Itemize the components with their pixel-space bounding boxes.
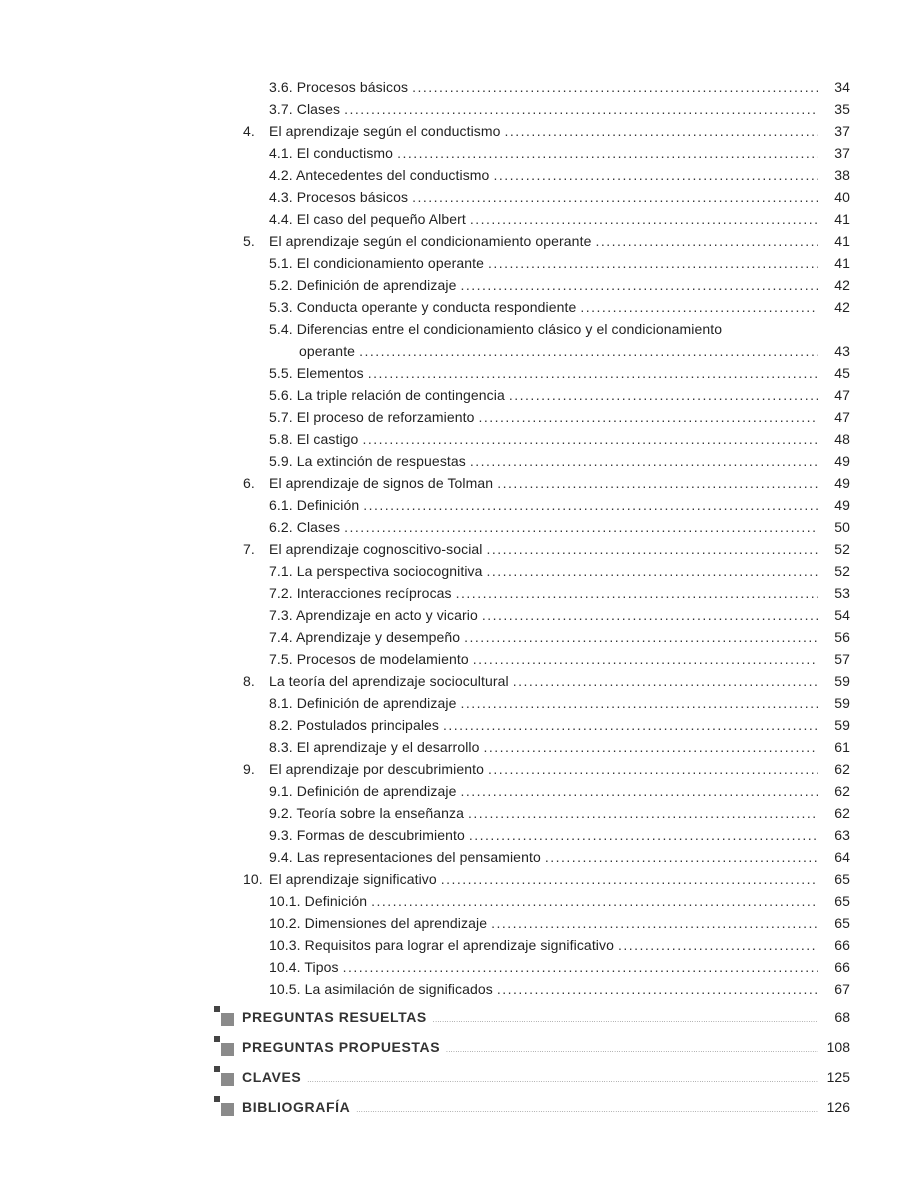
toc-chapter[interactable] bbox=[0, 670, 923, 692]
toc-page-number: 52 bbox=[834, 563, 850, 579]
dot-leader bbox=[488, 758, 818, 780]
toc-entry[interactable] bbox=[0, 824, 923, 846]
dot-leader bbox=[473, 648, 818, 670]
toc-section[interactable] bbox=[0, 1094, 923, 1124]
toc-entry[interactable] bbox=[0, 186, 923, 208]
toc-entry-title: 5.4. Diferencias entre el condicionamiento clásico y el condicionamiento bbox=[269, 321, 723, 337]
dot-leader bbox=[433, 1008, 818, 1034]
toc-section[interactable] bbox=[0, 1004, 923, 1034]
toc-page-number: 34 bbox=[834, 79, 850, 95]
toc-page-number: 41 bbox=[834, 233, 850, 249]
toc-chapter-number: 6. bbox=[243, 475, 255, 491]
square-bullet-icon bbox=[214, 1096, 234, 1116]
toc-chapter-number: 7. bbox=[243, 541, 255, 557]
toc-entry-title: 9.3. Formas de descubrimiento bbox=[269, 827, 465, 843]
toc-page-number: 48 bbox=[834, 431, 850, 447]
toc-entry[interactable] bbox=[0, 582, 923, 604]
toc-entry[interactable] bbox=[0, 978, 923, 1000]
toc-page-number: 57 bbox=[834, 651, 850, 667]
toc-entry-title: 9.1. Definición de aprendizaje bbox=[269, 783, 457, 799]
toc-page-number: 62 bbox=[834, 805, 850, 821]
toc-page-number: 37 bbox=[834, 123, 850, 139]
toc-entry[interactable] bbox=[0, 208, 923, 230]
toc-entry-title: 4.2. Antecedentes del conductismo bbox=[269, 167, 490, 183]
dot-leader bbox=[487, 538, 818, 560]
square-bullet-icon bbox=[214, 1006, 234, 1026]
toc-page-number: 66 bbox=[834, 959, 850, 975]
toc-entry-title: 5.8. El castigo bbox=[269, 431, 359, 447]
toc-entry-title: 4.3. Procesos básicos bbox=[269, 189, 409, 205]
toc-entry[interactable] bbox=[0, 956, 923, 978]
toc-entry-title: El aprendizaje cognoscitivo-social bbox=[269, 541, 483, 557]
toc-chapter[interactable] bbox=[0, 868, 923, 890]
dot-leader bbox=[363, 494, 818, 516]
toc-entry-title-continued: operante bbox=[299, 343, 356, 359]
toc-entry[interactable] bbox=[0, 450, 923, 472]
dot-leader bbox=[356, 1098, 818, 1124]
dot-leader bbox=[479, 406, 818, 428]
toc-page-number: 108 bbox=[826, 1039, 850, 1055]
toc-page-number: 42 bbox=[834, 277, 850, 293]
dot-leader bbox=[618, 934, 818, 956]
toc-page-number: 63 bbox=[834, 827, 850, 843]
toc-entry[interactable] bbox=[0, 736, 923, 758]
toc-page-number: 41 bbox=[834, 211, 850, 227]
toc-section-title: PREGUNTAS PROPUESTAS bbox=[242, 1039, 441, 1055]
dot-leader bbox=[359, 340, 818, 362]
toc-entry[interactable] bbox=[0, 274, 923, 296]
dot-leader bbox=[343, 956, 818, 978]
toc-entry-title: 10.5. La asimilación de significados bbox=[269, 981, 493, 997]
dot-leader bbox=[493, 164, 818, 186]
dot-leader bbox=[464, 626, 818, 648]
dot-leader bbox=[456, 582, 818, 604]
toc-entry[interactable] bbox=[0, 604, 923, 626]
toc-entry-title: 7.2. Interacciones recíprocas bbox=[269, 585, 452, 601]
toc-entry-title: El aprendizaje de signos de Tolman bbox=[269, 475, 494, 491]
toc-entry[interactable] bbox=[0, 648, 923, 670]
dot-leader bbox=[412, 76, 818, 98]
dot-leader bbox=[443, 714, 818, 736]
toc-chapter[interactable] bbox=[0, 472, 923, 494]
toc-page-number: 41 bbox=[834, 255, 850, 271]
toc-page-number: 49 bbox=[834, 475, 850, 491]
toc-entry-title: 8.3. El aprendizaje y el desarrollo bbox=[269, 739, 480, 755]
dot-leader bbox=[505, 120, 818, 142]
toc-entry-title: El aprendizaje significativo bbox=[269, 871, 437, 887]
dot-leader bbox=[470, 450, 818, 472]
toc-chapter-number: 5. bbox=[243, 233, 255, 249]
toc-page-number: 43 bbox=[834, 343, 850, 359]
toc-entry-title: 4.4. El caso del pequeño Albert bbox=[269, 211, 466, 227]
toc-entry[interactable] bbox=[0, 494, 923, 516]
toc-entry-title: 5.9. La extinción de respuestas bbox=[269, 453, 466, 469]
table-of-contents bbox=[0, 76, 923, 1000]
dot-leader bbox=[484, 736, 818, 758]
dot-leader bbox=[412, 186, 818, 208]
dot-leader bbox=[488, 252, 818, 274]
toc-entry-title: 7.5. Procesos de modelamiento bbox=[269, 651, 469, 667]
toc-entry[interactable] bbox=[0, 912, 923, 934]
toc-page-number: 68 bbox=[834, 1009, 850, 1025]
toc-page-number: 126 bbox=[826, 1099, 850, 1115]
toc-page-number: 59 bbox=[834, 695, 850, 711]
toc-page-number: 47 bbox=[834, 409, 850, 425]
toc-entry-title: 10.3. Requisitos para lograr el aprendizaje significativo bbox=[269, 937, 615, 953]
toc-page-number: 45 bbox=[834, 365, 850, 381]
toc-page-number: 35 bbox=[834, 101, 850, 117]
dot-leader bbox=[509, 384, 818, 406]
dot-leader bbox=[344, 516, 818, 538]
toc-page-number: 65 bbox=[834, 893, 850, 909]
dot-leader bbox=[460, 780, 818, 802]
toc-page-number: 37 bbox=[834, 145, 850, 161]
toc-entry-title: 5.1. El condicionamiento operante bbox=[269, 255, 484, 271]
toc-chapter[interactable] bbox=[0, 758, 923, 780]
square-bullet-icon bbox=[214, 1036, 234, 1056]
toc-page-number: 49 bbox=[834, 497, 850, 513]
dot-leader bbox=[469, 824, 818, 846]
toc-entry-title: El aprendizaje por descubrimiento bbox=[269, 761, 484, 777]
toc-entry[interactable] bbox=[0, 362, 923, 384]
toc-entry[interactable] bbox=[0, 142, 923, 164]
toc-section[interactable] bbox=[0, 1034, 923, 1064]
dot-leader bbox=[397, 142, 818, 164]
toc-entry-title: 4.1. El conductismo bbox=[269, 145, 394, 161]
toc-chapter[interactable] bbox=[0, 230, 923, 252]
toc-page-number: 66 bbox=[834, 937, 850, 953]
toc-entry[interactable] bbox=[0, 384, 923, 406]
toc-entry[interactable] bbox=[0, 692, 923, 714]
toc-entry-title: 9.2. Teoría sobre la enseñanza bbox=[269, 805, 464, 821]
toc-entry[interactable] bbox=[0, 846, 923, 868]
toc-entry-title: 5.6. La triple relación de contingencia bbox=[269, 387, 505, 403]
toc-entry[interactable] bbox=[0, 934, 923, 956]
toc-page-number: 54 bbox=[834, 607, 850, 623]
toc-page-number: 40 bbox=[834, 189, 850, 205]
toc-chapter[interactable] bbox=[0, 120, 923, 142]
dot-leader bbox=[344, 98, 818, 120]
dot-leader bbox=[595, 230, 818, 252]
dot-leader bbox=[460, 274, 818, 296]
dot-leader bbox=[441, 868, 818, 890]
toc-entry-continuation bbox=[0, 340, 923, 362]
toc-page-number: 64 bbox=[834, 849, 850, 865]
dot-leader bbox=[371, 890, 818, 912]
toc-entry-title: 5.3. Conducta operante y conducta respondiente bbox=[269, 299, 577, 315]
toc-page-number: 125 bbox=[826, 1069, 850, 1085]
dot-leader bbox=[491, 912, 818, 934]
toc-entry[interactable] bbox=[0, 714, 923, 736]
toc-entry-title: 7.4. Aprendizaje y desempeño bbox=[269, 629, 461, 645]
toc-chapter-number: 10. bbox=[243, 871, 263, 887]
toc-page-number: 47 bbox=[834, 387, 850, 403]
toc-entry-title: 8.1. Definición de aprendizaje bbox=[269, 695, 457, 711]
toc-page-number: 50 bbox=[834, 519, 850, 535]
toc-entry-title: El aprendizaje según el conductismo bbox=[269, 123, 501, 139]
toc-section-title: BIBLIOGRAFÍA bbox=[242, 1099, 351, 1115]
toc-entry-title: 6.1. Definición bbox=[269, 497, 360, 513]
toc-entry[interactable] bbox=[0, 516, 923, 538]
dot-leader bbox=[446, 1038, 818, 1064]
toc-entry-title: 5.7. El proceso de reforzamiento bbox=[269, 409, 475, 425]
dot-leader bbox=[368, 362, 818, 384]
toc-entry-title: 10.2. Dimensiones del aprendizaje bbox=[269, 915, 488, 931]
toc-page-number: 65 bbox=[834, 915, 850, 931]
toc-page-number: 65 bbox=[834, 871, 850, 887]
toc-entry[interactable] bbox=[0, 560, 923, 582]
toc-page-number: 67 bbox=[834, 981, 850, 997]
toc-entry[interactable] bbox=[0, 76, 923, 98]
dot-leader bbox=[513, 670, 818, 692]
toc-entry-title: 10.4. Tipos bbox=[269, 959, 339, 975]
toc-page-number: 59 bbox=[834, 673, 850, 689]
toc-page-number: 61 bbox=[834, 739, 850, 755]
toc-page-number: 56 bbox=[834, 629, 850, 645]
toc-entry-title: 6.2. Clases bbox=[269, 519, 341, 535]
toc-entry-title: 3.7. Clases bbox=[269, 101, 341, 117]
dot-leader bbox=[470, 208, 818, 230]
toc-chapter-number: 8. bbox=[243, 673, 255, 689]
toc-entry[interactable] bbox=[0, 252, 923, 274]
toc-entry-title: 5.2. Definición de aprendizaje bbox=[269, 277, 457, 293]
toc-entry-title: 9.4. Las representaciones del pensamiento bbox=[269, 849, 541, 865]
dot-leader bbox=[545, 846, 818, 868]
dot-leader bbox=[497, 472, 818, 494]
square-bullet-icon bbox=[214, 1066, 234, 1086]
dot-leader bbox=[497, 978, 818, 1000]
toc-page-number: 62 bbox=[834, 783, 850, 799]
toc-page-number: 38 bbox=[834, 167, 850, 183]
dot-leader bbox=[307, 1068, 818, 1094]
dot-leader bbox=[580, 296, 818, 318]
toc-page-number: 49 bbox=[834, 453, 850, 469]
toc-entry-title: El aprendizaje según el condicionamiento operante bbox=[269, 233, 592, 249]
toc-entry[interactable] bbox=[0, 428, 923, 450]
toc-page-number: 62 bbox=[834, 761, 850, 777]
toc-entry-title: 3.6. Procesos básicos bbox=[269, 79, 409, 95]
toc-page-number: 42 bbox=[834, 299, 850, 315]
toc-page-number: 53 bbox=[834, 585, 850, 601]
toc-entry[interactable] bbox=[0, 802, 923, 824]
toc-page-number: 52 bbox=[834, 541, 850, 557]
toc-chapter-number: 4. bbox=[243, 123, 255, 139]
toc-entry-title: 7.3. Aprendizaje en acto y vicario bbox=[269, 607, 478, 623]
toc-section-title: CLAVES bbox=[242, 1069, 302, 1085]
toc-sections bbox=[0, 1004, 923, 1124]
toc-entry-title: 8.2. Postulados principales bbox=[269, 717, 440, 733]
dot-leader bbox=[468, 802, 818, 824]
dot-leader bbox=[460, 692, 818, 714]
toc-entry[interactable] bbox=[0, 98, 923, 120]
toc-entry[interactable] bbox=[0, 296, 923, 318]
toc-entry-title: 10.1. Definición bbox=[269, 893, 368, 909]
dot-leader bbox=[487, 560, 818, 582]
toc-page-number: 59 bbox=[834, 717, 850, 733]
toc-section[interactable] bbox=[0, 1064, 923, 1094]
toc-chapter-number: 9. bbox=[243, 761, 255, 777]
toc-section-title: PREGUNTAS RESUELTAS bbox=[242, 1009, 427, 1025]
toc-entry-title: La teoría del aprendizaje sociocultural bbox=[269, 673, 509, 689]
toc-entry-title: 7.1. La perspectiva sociocognitiva bbox=[269, 563, 483, 579]
toc-entry[interactable] bbox=[0, 406, 923, 428]
dot-leader bbox=[362, 428, 818, 450]
toc-entry[interactable] bbox=[0, 890, 923, 912]
toc-entry bbox=[0, 318, 923, 340]
toc-entry[interactable] bbox=[0, 626, 923, 648]
toc-entry[interactable] bbox=[0, 164, 923, 186]
dot-leader bbox=[482, 604, 818, 626]
toc-entry-title: 5.5. Elementos bbox=[269, 365, 364, 381]
toc-chapter[interactable] bbox=[0, 538, 923, 560]
toc-entry[interactable] bbox=[0, 780, 923, 802]
